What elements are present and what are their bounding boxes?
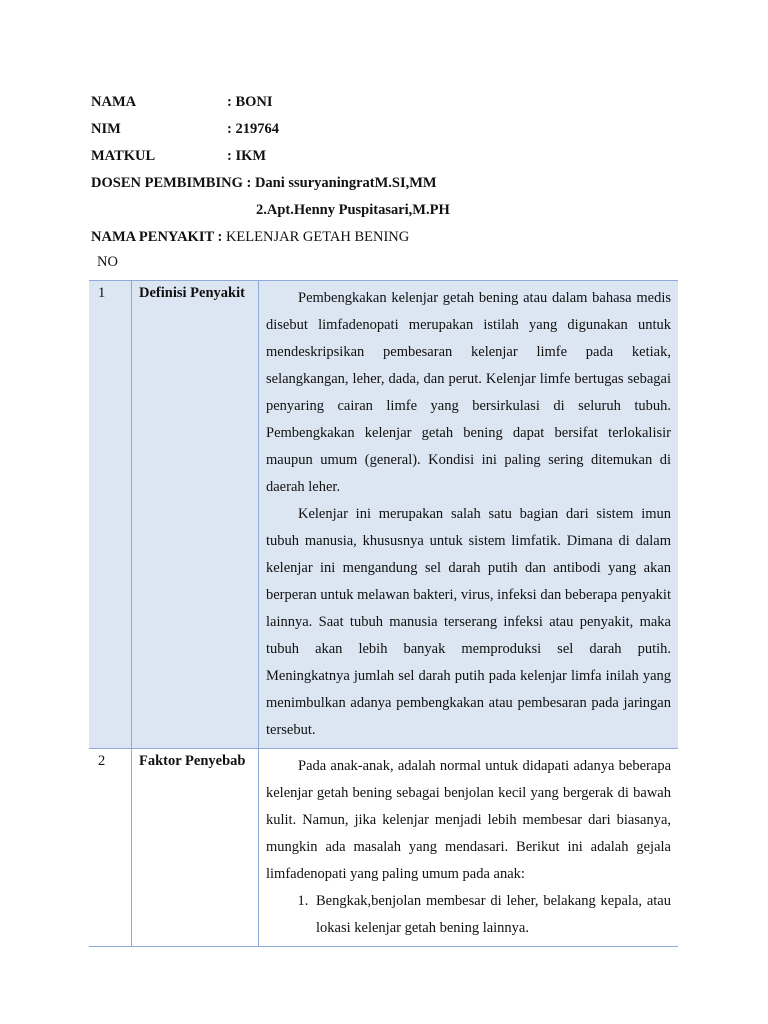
nama-row [91, 92, 391, 112]
paragraph: Kelenjar ini merupakan salah satu bagian dari sistem imun tubuh manusia, khususnya untuk sistem limfatik. Dimana di dalam kelenjar ini mengandung sel darah putih dan antibodi yang akan berperan untuk melawan bakteri, virus, infeksi dan beberapa penyakit lainnya. Saat tubuh manusia terserang infeksi atau penyakit, maka tubuh akan lebih banyak memproduksi sel darah putih. Meningkatnya jumlah sel darah putih pada kelenjar limfa inilah yang menimbulkan adanya pembengkakan atau pembesaran pada jaringan tersebut. [266, 506, 671, 738]
penyakit-value: KELENJAR GETAH BENING [225, 229, 410, 245]
paragraph: Pada anak-anak, adalah normal untuk didapati adanya beberapa kelenjar getah bening sebagai benjolan kecil yang bergerak di bawah kulit. Namun, jika kelenjar menjadi lebih membesar dari biasanya, mungkin ada masalah yang mendasari. Berikut ini adalah gejala limfadenopati yang paling umum pada anak: [266, 758, 671, 882]
dosen-line-2: 2.Apt.Henny Puspitasari,M.PH [256, 202, 450, 218]
nim-label: NIM [91, 121, 121, 137]
no-column-label: NO [97, 254, 118, 270]
nim-row [91, 119, 391, 139]
row-number: 2 [89, 749, 132, 947]
matkul-value: : IKM [227, 148, 267, 164]
table-row [89, 749, 678, 947]
row-title: Faktor Penyebab [132, 749, 259, 947]
disease-table [89, 280, 678, 947]
row-content [259, 749, 679, 947]
paragraph: Pembengkakan kelenjar getah bening atau dalam bahasa medis disebut limfadenopati merupakan istilah yang digunakan untuk mendeskripsikan pembesaran kelenjar limfe pada ketiak, selangkangan, leher, dada, dan perut. Kelenjar limfe bertugas sebagai penyaring cairan limfe yang bersirkulasi di seluruh tubuh. Pembengkakan kelenjar getah bening dapat bersifat terlokalisir maupun umum (general). Kondisi ini paling sering ditemukan di daerah leher. [266, 290, 671, 495]
penyakit-label: NAMA PENYAKIT : [91, 229, 226, 245]
penyakit-line [91, 227, 409, 247]
table-row [89, 281, 678, 749]
dosen-line: DOSEN PEMBIMBING : Dani ssuryaningratM.SI,MM [91, 175, 437, 191]
symptom-list [266, 888, 671, 942]
list-item: 1. Bengkak,benjolan membesar di leher, belakang kepala, atau lokasi kelenjar getah bening lainnya. [312, 888, 671, 942]
row-title: Definisi Penyakit [132, 281, 259, 749]
nama-label: NAMA [91, 94, 137, 110]
nama-value: : BONI [227, 94, 273, 110]
row-number: 1 [89, 281, 132, 749]
nim-value: : 219764 [227, 121, 279, 137]
matkul-row [91, 146, 391, 166]
matkul-label: MATKUL [91, 148, 156, 164]
row-content [259, 281, 679, 749]
penyakit-text [91, 229, 409, 245]
